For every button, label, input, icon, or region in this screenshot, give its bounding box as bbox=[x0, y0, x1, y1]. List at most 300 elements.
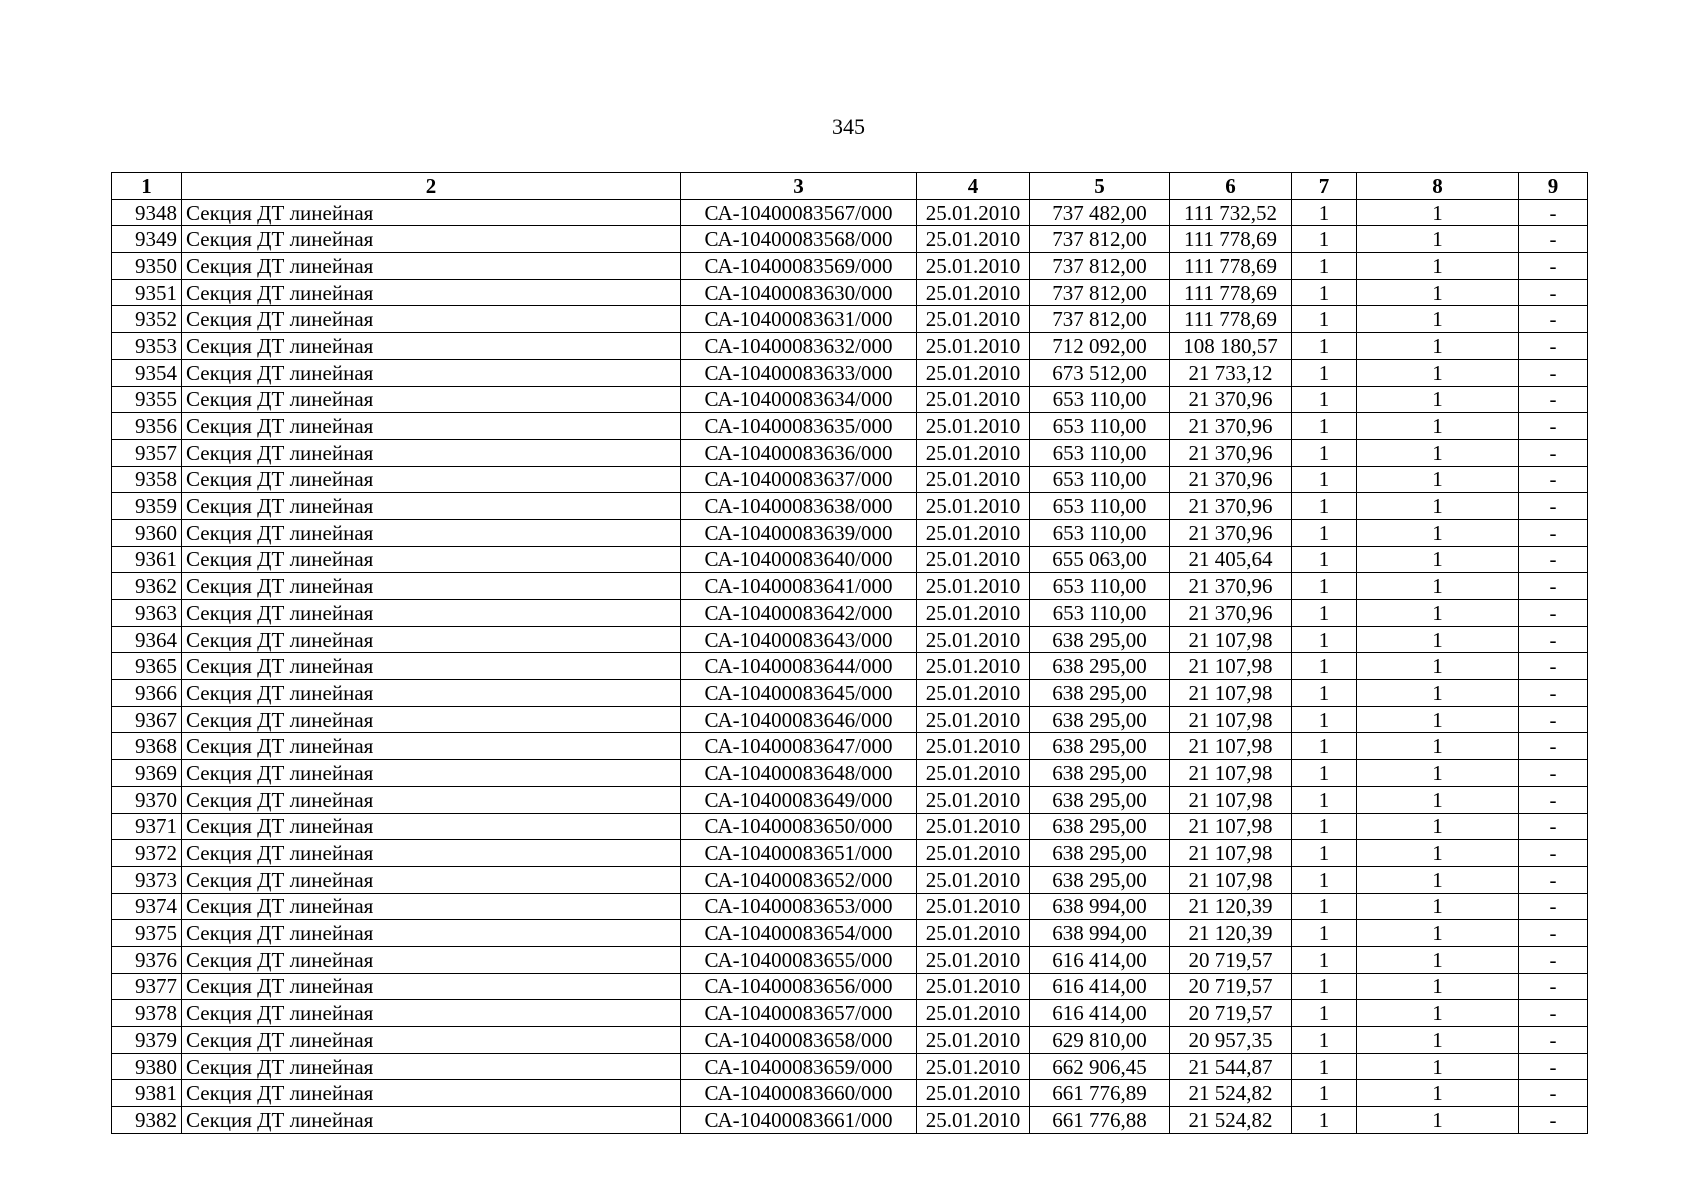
table-cell-col2: Секция ДТ линейная bbox=[182, 706, 681, 733]
table-cell-col9: - bbox=[1519, 333, 1588, 360]
table-cell-col2: Секция ДТ линейная bbox=[182, 253, 681, 280]
table-cell-col2: Секция ДТ линейная bbox=[182, 946, 681, 973]
table-cell-col8: 1 bbox=[1357, 253, 1519, 280]
table-cell-col8: 1 bbox=[1357, 333, 1519, 360]
table-row bbox=[112, 1080, 1588, 1107]
table-row bbox=[112, 733, 1588, 760]
table-cell-col1: 9380 bbox=[112, 1053, 182, 1080]
table-cell-col3: СА-10400083634/000 bbox=[681, 386, 917, 413]
table-cell-col9: - bbox=[1519, 359, 1588, 386]
table-cell-col5: 638 295,00 bbox=[1030, 760, 1170, 787]
table-cell-col6: 21 405,64 bbox=[1170, 546, 1292, 573]
table-cell-col3: СА-10400083633/000 bbox=[681, 359, 917, 386]
table-cell-col1: 9352 bbox=[112, 306, 182, 333]
table-cell-col3: СА-10400083658/000 bbox=[681, 1027, 917, 1054]
table-cell-col8: 1 bbox=[1357, 413, 1519, 440]
table-cell-col9: - bbox=[1519, 413, 1588, 440]
table-cell-col7: 1 bbox=[1292, 840, 1357, 867]
table-cell-col8: 1 bbox=[1357, 840, 1519, 867]
table-cell-col9: - bbox=[1519, 786, 1588, 813]
table-cell-col7: 1 bbox=[1292, 386, 1357, 413]
table-cell-col4: 25.01.2010 bbox=[917, 866, 1030, 893]
table-cell-col1: 9373 bbox=[112, 866, 182, 893]
table-cell-col8: 1 bbox=[1357, 519, 1519, 546]
table-cell-col2: Секция ДТ линейная bbox=[182, 199, 681, 226]
table-cell-col3: СА-10400083643/000 bbox=[681, 626, 917, 653]
table-cell-col9: - bbox=[1519, 653, 1588, 680]
table-cell-col2: Секция ДТ линейная bbox=[182, 519, 681, 546]
table-cell-col5: 653 110,00 bbox=[1030, 439, 1170, 466]
table-cell-col7: 1 bbox=[1292, 1107, 1357, 1134]
table-cell-col3: СА-10400083656/000 bbox=[681, 973, 917, 1000]
table-cell-col3: СА-10400083654/000 bbox=[681, 920, 917, 947]
table-cell-col9: - bbox=[1519, 866, 1588, 893]
table-cell-col7: 1 bbox=[1292, 199, 1357, 226]
table-cell-col8: 1 bbox=[1357, 226, 1519, 253]
table-row bbox=[112, 813, 1588, 840]
table-cell-col7: 1 bbox=[1292, 946, 1357, 973]
table-cell-col8: 1 bbox=[1357, 813, 1519, 840]
table-cell-col2: Секция ДТ линейная bbox=[182, 359, 681, 386]
table-row bbox=[112, 840, 1588, 867]
table-row bbox=[112, 706, 1588, 733]
table-cell-col2: Секция ДТ линейная bbox=[182, 1107, 681, 1134]
table-cell-col4: 25.01.2010 bbox=[917, 1107, 1030, 1134]
table-cell-col7: 1 bbox=[1292, 573, 1357, 600]
table-cell-col4: 25.01.2010 bbox=[917, 920, 1030, 947]
table-cell-col6: 20 719,57 bbox=[1170, 946, 1292, 973]
table-cell-col1: 9360 bbox=[112, 519, 182, 546]
table-cell-col4: 25.01.2010 bbox=[917, 546, 1030, 573]
table-cell-col4: 25.01.2010 bbox=[917, 946, 1030, 973]
table-cell-col4: 25.01.2010 bbox=[917, 680, 1030, 707]
table-cell-col6: 21 107,98 bbox=[1170, 733, 1292, 760]
table-row bbox=[112, 786, 1588, 813]
table-cell-col5: 712 092,00 bbox=[1030, 333, 1170, 360]
table-cell-col9: - bbox=[1519, 680, 1588, 707]
table-cell-col6: 111 778,69 bbox=[1170, 226, 1292, 253]
table-cell-col9: - bbox=[1519, 306, 1588, 333]
table-cell-col3: СА-10400083661/000 bbox=[681, 1107, 917, 1134]
table-cell-col8: 1 bbox=[1357, 1080, 1519, 1107]
table-cell-col7: 1 bbox=[1292, 359, 1357, 386]
table-cell-col9: - bbox=[1519, 253, 1588, 280]
table-cell-col4: 25.01.2010 bbox=[917, 733, 1030, 760]
column-header-3: 3 bbox=[681, 173, 917, 200]
table-row bbox=[112, 920, 1588, 947]
table-cell-col5: 638 295,00 bbox=[1030, 786, 1170, 813]
column-header-6: 6 bbox=[1170, 173, 1292, 200]
table-cell-col7: 1 bbox=[1292, 519, 1357, 546]
column-header-9: 9 bbox=[1519, 173, 1588, 200]
table-cell-col8: 1 bbox=[1357, 866, 1519, 893]
table-cell-col5: 638 295,00 bbox=[1030, 680, 1170, 707]
table-row bbox=[112, 680, 1588, 707]
table-cell-col8: 1 bbox=[1357, 439, 1519, 466]
table-cell-col2: Секция ДТ линейная bbox=[182, 1080, 681, 1107]
table-cell-col9: - bbox=[1519, 600, 1588, 627]
table-cell-col9: - bbox=[1519, 573, 1588, 600]
table-cell-col7: 1 bbox=[1292, 1000, 1357, 1027]
table-cell-col3: СА-10400083637/000 bbox=[681, 466, 917, 493]
table-cell-col1: 9372 bbox=[112, 840, 182, 867]
table-cell-col5: 653 110,00 bbox=[1030, 600, 1170, 627]
column-header-4: 4 bbox=[917, 173, 1030, 200]
table-cell-col7: 1 bbox=[1292, 600, 1357, 627]
inventory-table bbox=[111, 172, 1588, 1134]
table-row bbox=[112, 279, 1588, 306]
table-cell-col1: 9368 bbox=[112, 733, 182, 760]
table-cell-col5: 653 110,00 bbox=[1030, 573, 1170, 600]
table-cell-col7: 1 bbox=[1292, 253, 1357, 280]
table-cell-col4: 25.01.2010 bbox=[917, 1080, 1030, 1107]
table-cell-col6: 21 370,96 bbox=[1170, 413, 1292, 440]
table-row bbox=[112, 413, 1588, 440]
table-row bbox=[112, 359, 1588, 386]
table-row bbox=[112, 760, 1588, 787]
table-cell-col7: 1 bbox=[1292, 760, 1357, 787]
table-cell-col9: - bbox=[1519, 466, 1588, 493]
table-cell-col4: 25.01.2010 bbox=[917, 226, 1030, 253]
table-cell-col8: 1 bbox=[1357, 626, 1519, 653]
table-cell-col3: СА-10400083569/000 bbox=[681, 253, 917, 280]
table-cell-col6: 20 719,57 bbox=[1170, 1000, 1292, 1027]
table-cell-col5: 653 110,00 bbox=[1030, 493, 1170, 520]
table-cell-col2: Секция ДТ линейная bbox=[182, 466, 681, 493]
table-cell-col5: 638 295,00 bbox=[1030, 706, 1170, 733]
table-cell-col1: 9367 bbox=[112, 706, 182, 733]
table-cell-col1: 9369 bbox=[112, 760, 182, 787]
table-cell-col6: 111 778,69 bbox=[1170, 279, 1292, 306]
table-row bbox=[112, 946, 1588, 973]
table-cell-col7: 1 bbox=[1292, 306, 1357, 333]
table-cell-col7: 1 bbox=[1292, 1080, 1357, 1107]
table-cell-col2: Секция ДТ линейная bbox=[182, 626, 681, 653]
table-cell-col8: 1 bbox=[1357, 653, 1519, 680]
table-row bbox=[112, 653, 1588, 680]
table-cell-col1: 9366 bbox=[112, 680, 182, 707]
table-cell-col7: 1 bbox=[1292, 333, 1357, 360]
table-cell-col3: СА-10400083639/000 bbox=[681, 519, 917, 546]
table-cell-col3: СА-10400083630/000 bbox=[681, 279, 917, 306]
table-cell-col5: 737 812,00 bbox=[1030, 279, 1170, 306]
table-cell-col1: 9358 bbox=[112, 466, 182, 493]
table-cell-col2: Секция ДТ линейная bbox=[182, 439, 681, 466]
table-cell-col5: 629 810,00 bbox=[1030, 1027, 1170, 1054]
table-cell-col2: Секция ДТ линейная bbox=[182, 226, 681, 253]
table-cell-col4: 25.01.2010 bbox=[917, 626, 1030, 653]
table-cell-col4: 25.01.2010 bbox=[917, 600, 1030, 627]
table-cell-col9: - bbox=[1519, 893, 1588, 920]
table-cell-col8: 1 bbox=[1357, 466, 1519, 493]
table-cell-col3: СА-10400083652/000 bbox=[681, 866, 917, 893]
table-cell-col5: 662 906,45 bbox=[1030, 1053, 1170, 1080]
table-cell-col7: 1 bbox=[1292, 973, 1357, 1000]
table-row bbox=[112, 226, 1588, 253]
table-cell-col2: Секция ДТ линейная bbox=[182, 413, 681, 440]
table-cell-col1: 9356 bbox=[112, 413, 182, 440]
column-header-2: 2 bbox=[182, 173, 681, 200]
table-cell-col5: 737 812,00 bbox=[1030, 253, 1170, 280]
table-cell-col1: 9357 bbox=[112, 439, 182, 466]
table-cell-col8: 1 bbox=[1357, 920, 1519, 947]
table-cell-col8: 1 bbox=[1357, 1000, 1519, 1027]
table-cell-col3: СА-10400083645/000 bbox=[681, 680, 917, 707]
table-cell-col8: 1 bbox=[1357, 760, 1519, 787]
table-row bbox=[112, 973, 1588, 1000]
table-cell-col4: 25.01.2010 bbox=[917, 840, 1030, 867]
table-cell-col1: 9374 bbox=[112, 893, 182, 920]
table-cell-col9: - bbox=[1519, 493, 1588, 520]
table-cell-col1: 9348 bbox=[112, 199, 182, 226]
table-cell-col4: 25.01.2010 bbox=[917, 519, 1030, 546]
table-cell-col4: 25.01.2010 bbox=[917, 786, 1030, 813]
table-cell-col7: 1 bbox=[1292, 786, 1357, 813]
table-cell-col1: 9370 bbox=[112, 786, 182, 813]
table-cell-col6: 20 719,57 bbox=[1170, 973, 1292, 1000]
table-cell-col7: 1 bbox=[1292, 546, 1357, 573]
table-cell-col1: 9354 bbox=[112, 359, 182, 386]
table-cell-col8: 1 bbox=[1357, 493, 1519, 520]
table-row bbox=[112, 439, 1588, 466]
table-cell-col7: 1 bbox=[1292, 226, 1357, 253]
table-cell-col6: 21 120,39 bbox=[1170, 893, 1292, 920]
table-cell-col2: Секция ДТ линейная bbox=[182, 840, 681, 867]
table-cell-col8: 1 bbox=[1357, 973, 1519, 1000]
table-cell-col8: 1 bbox=[1357, 680, 1519, 707]
table-cell-col8: 1 bbox=[1357, 359, 1519, 386]
table-cell-col3: СА-10400083648/000 bbox=[681, 760, 917, 787]
table-cell-col7: 1 bbox=[1292, 279, 1357, 306]
table-cell-col4: 25.01.2010 bbox=[917, 253, 1030, 280]
table-cell-col7: 1 bbox=[1292, 1027, 1357, 1054]
table-cell-col9: - bbox=[1519, 760, 1588, 787]
table-cell-col5: 638 295,00 bbox=[1030, 626, 1170, 653]
table-cell-col8: 1 bbox=[1357, 546, 1519, 573]
table-cell-col4: 25.01.2010 bbox=[917, 493, 1030, 520]
table-cell-col2: Секция ДТ линейная bbox=[182, 786, 681, 813]
table-cell-col6: 21 524,82 bbox=[1170, 1107, 1292, 1134]
table-cell-col5: 638 295,00 bbox=[1030, 840, 1170, 867]
table-cell-col2: Секция ДТ линейная bbox=[182, 306, 681, 333]
table-cell-col3: СА-10400083650/000 bbox=[681, 813, 917, 840]
table-cell-col3: СА-10400083647/000 bbox=[681, 733, 917, 760]
table-row bbox=[112, 333, 1588, 360]
table-cell-col7: 1 bbox=[1292, 733, 1357, 760]
table-row bbox=[112, 1000, 1588, 1027]
table-cell-col1: 9363 bbox=[112, 600, 182, 627]
table-cell-col1: 9376 bbox=[112, 946, 182, 973]
table-cell-col5: 638 994,00 bbox=[1030, 920, 1170, 947]
table-cell-col1: 9351 bbox=[112, 279, 182, 306]
table-cell-col7: 1 bbox=[1292, 413, 1357, 440]
table-cell-col8: 1 bbox=[1357, 279, 1519, 306]
table-cell-col1: 9361 bbox=[112, 546, 182, 573]
table-cell-col5: 661 776,88 bbox=[1030, 1107, 1170, 1134]
table-cell-col9: - bbox=[1519, 199, 1588, 226]
table-cell-col6: 21 370,96 bbox=[1170, 519, 1292, 546]
table-cell-col4: 25.01.2010 bbox=[917, 413, 1030, 440]
table-cell-col6: 21 107,98 bbox=[1170, 866, 1292, 893]
table-cell-col7: 1 bbox=[1292, 680, 1357, 707]
table-cell-col6: 21 370,96 bbox=[1170, 466, 1292, 493]
table-cell-col2: Секция ДТ линейная bbox=[182, 1053, 681, 1080]
table-cell-col8: 1 bbox=[1357, 306, 1519, 333]
table-cell-col7: 1 bbox=[1292, 493, 1357, 520]
table-cell-col2: Секция ДТ линейная bbox=[182, 600, 681, 627]
table-cell-col5: 638 295,00 bbox=[1030, 653, 1170, 680]
table-cell-col2: Секция ДТ линейная bbox=[182, 680, 681, 707]
table-cell-col4: 25.01.2010 bbox=[917, 893, 1030, 920]
table-cell-col1: 9359 bbox=[112, 493, 182, 520]
table-cell-col6: 111 732,52 bbox=[1170, 199, 1292, 226]
table-cell-col3: СА-10400083635/000 bbox=[681, 413, 917, 440]
table-cell-col7: 1 bbox=[1292, 626, 1357, 653]
table-cell-col6: 21 107,98 bbox=[1170, 653, 1292, 680]
table-cell-col6: 111 778,69 bbox=[1170, 306, 1292, 333]
table-cell-col4: 25.01.2010 bbox=[917, 1027, 1030, 1054]
table-cell-col1: 9377 bbox=[112, 973, 182, 1000]
table-cell-col1: 9379 bbox=[112, 1027, 182, 1054]
table-cell-col4: 25.01.2010 bbox=[917, 439, 1030, 466]
table-cell-col5: 616 414,00 bbox=[1030, 1000, 1170, 1027]
table-cell-col6: 21 107,98 bbox=[1170, 626, 1292, 653]
table-cell-col4: 25.01.2010 bbox=[917, 1053, 1030, 1080]
table-cell-col5: 653 110,00 bbox=[1030, 413, 1170, 440]
table-row bbox=[112, 519, 1588, 546]
table-cell-col5: 653 110,00 bbox=[1030, 466, 1170, 493]
table-row bbox=[112, 253, 1588, 280]
table-cell-col6: 21 107,98 bbox=[1170, 786, 1292, 813]
table-cell-col4: 25.01.2010 bbox=[917, 386, 1030, 413]
table-cell-col2: Секция ДТ линейная bbox=[182, 920, 681, 947]
table-row bbox=[112, 199, 1588, 226]
table-cell-col9: - bbox=[1519, 226, 1588, 253]
table-cell-col2: Секция ДТ линейная bbox=[182, 653, 681, 680]
table-cell-col2: Секция ДТ линейная bbox=[182, 279, 681, 306]
table-cell-col2: Секция ДТ линейная bbox=[182, 973, 681, 1000]
table-cell-col9: - bbox=[1519, 1053, 1588, 1080]
table-cell-col1: 9375 bbox=[112, 920, 182, 947]
table-cell-col4: 25.01.2010 bbox=[917, 279, 1030, 306]
table-row bbox=[112, 466, 1588, 493]
table-cell-col9: - bbox=[1519, 279, 1588, 306]
table-row bbox=[112, 386, 1588, 413]
table-cell-col3: СА-10400083642/000 bbox=[681, 600, 917, 627]
table-cell-col4: 25.01.2010 bbox=[917, 306, 1030, 333]
table-cell-col6: 21 544,87 bbox=[1170, 1053, 1292, 1080]
table-cell-col2: Секция ДТ линейная bbox=[182, 733, 681, 760]
table-cell-col2: Секция ДТ линейная bbox=[182, 760, 681, 787]
table-cell-col6: 21 370,96 bbox=[1170, 573, 1292, 600]
table-cell-col9: - bbox=[1519, 706, 1588, 733]
table-cell-col5: 638 295,00 bbox=[1030, 813, 1170, 840]
table-cell-col6: 21 370,96 bbox=[1170, 493, 1292, 520]
table-cell-col6: 21 370,96 bbox=[1170, 600, 1292, 627]
table-cell-col4: 25.01.2010 bbox=[917, 199, 1030, 226]
table-cell-col2: Секция ДТ линейная bbox=[182, 386, 681, 413]
table-cell-col3: СА-10400083649/000 bbox=[681, 786, 917, 813]
table-cell-col3: СА-10400083659/000 bbox=[681, 1053, 917, 1080]
table-cell-col1: 9355 bbox=[112, 386, 182, 413]
table-cell-col7: 1 bbox=[1292, 866, 1357, 893]
table-cell-col8: 1 bbox=[1357, 1107, 1519, 1134]
table-cell-col9: - bbox=[1519, 1027, 1588, 1054]
table-cell-col8: 1 bbox=[1357, 386, 1519, 413]
table-row bbox=[112, 1027, 1588, 1054]
table-cell-col8: 1 bbox=[1357, 600, 1519, 627]
table-cell-col4: 25.01.2010 bbox=[917, 573, 1030, 600]
table-cell-col9: - bbox=[1519, 973, 1588, 1000]
table-cell-col1: 9364 bbox=[112, 626, 182, 653]
table-cell-col9: - bbox=[1519, 546, 1588, 573]
table-cell-col3: СА-10400083644/000 bbox=[681, 653, 917, 680]
table-row bbox=[112, 866, 1588, 893]
table-cell-col9: - bbox=[1519, 626, 1588, 653]
table-cell-col5: 638 295,00 bbox=[1030, 866, 1170, 893]
table-cell-col1: 9381 bbox=[112, 1080, 182, 1107]
table-row bbox=[112, 493, 1588, 520]
table-cell-col8: 1 bbox=[1357, 786, 1519, 813]
table-cell-col9: - bbox=[1519, 946, 1588, 973]
table-cell-col3: СА-10400083567/000 bbox=[681, 199, 917, 226]
table-cell-col6: 21 107,98 bbox=[1170, 706, 1292, 733]
table-cell-col6: 21 107,98 bbox=[1170, 760, 1292, 787]
table-cell-col4: 25.01.2010 bbox=[917, 760, 1030, 787]
table-cell-col3: СА-10400083646/000 bbox=[681, 706, 917, 733]
table-cell-col4: 25.01.2010 bbox=[917, 653, 1030, 680]
table-row bbox=[112, 306, 1588, 333]
column-header-1: 1 bbox=[112, 173, 182, 200]
table-cell-col4: 25.01.2010 bbox=[917, 973, 1030, 1000]
table-row bbox=[112, 546, 1588, 573]
table-cell-col2: Секция ДТ линейная bbox=[182, 1000, 681, 1027]
table-cell-col8: 1 bbox=[1357, 573, 1519, 600]
table-cell-col6: 21 370,96 bbox=[1170, 386, 1292, 413]
table-cell-col5: 653 110,00 bbox=[1030, 519, 1170, 546]
table-cell-col8: 1 bbox=[1357, 946, 1519, 973]
table-cell-col5: 661 776,89 bbox=[1030, 1080, 1170, 1107]
table-cell-col6: 21 370,96 bbox=[1170, 439, 1292, 466]
table-cell-col9: - bbox=[1519, 1000, 1588, 1027]
table-body bbox=[112, 199, 1588, 1133]
table-cell-col3: СА-10400083657/000 bbox=[681, 1000, 917, 1027]
table-cell-col3: СА-10400083640/000 bbox=[681, 546, 917, 573]
table-cell-col9: - bbox=[1519, 439, 1588, 466]
table-cell-col5: 638 295,00 bbox=[1030, 733, 1170, 760]
table-cell-col1: 9362 bbox=[112, 573, 182, 600]
page-number: 345 bbox=[832, 114, 865, 139]
table-cell-col4: 25.01.2010 bbox=[917, 333, 1030, 360]
table-row bbox=[112, 1107, 1588, 1134]
table-cell-col3: СА-10400083655/000 bbox=[681, 946, 917, 973]
table-cell-col2: Секция ДТ линейная bbox=[182, 866, 681, 893]
table-cell-col8: 1 bbox=[1357, 199, 1519, 226]
table-cell-col9: - bbox=[1519, 920, 1588, 947]
table-header-row bbox=[112, 173, 1588, 200]
table-cell-col6: 21 107,98 bbox=[1170, 840, 1292, 867]
table-cell-col8: 1 bbox=[1357, 1027, 1519, 1054]
table-row bbox=[112, 573, 1588, 600]
column-header-8: 8 bbox=[1357, 173, 1519, 200]
table-cell-col7: 1 bbox=[1292, 706, 1357, 733]
table-cell-col6: 21 107,98 bbox=[1170, 680, 1292, 707]
table-cell-col3: СА-10400083660/000 bbox=[681, 1080, 917, 1107]
table-cell-col2: Секция ДТ линейная bbox=[182, 1027, 681, 1054]
table-cell-col1: 9371 bbox=[112, 813, 182, 840]
table-cell-col6: 21 524,82 bbox=[1170, 1080, 1292, 1107]
table-cell-col3: СА-10400083631/000 bbox=[681, 306, 917, 333]
